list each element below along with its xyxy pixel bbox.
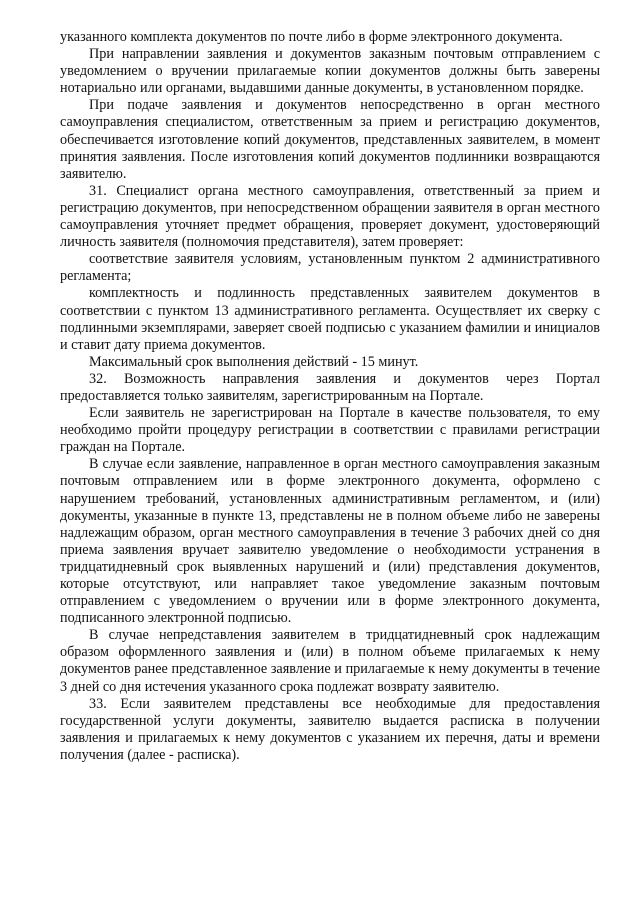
paragraph-item-31: 31. Специалист органа местного самоуправления, ответственный за прием и регистрацию документов, при непосредственном обращении заявителя в орган местного самоуправления уточняет предмет обращения, проверяет документ, удостоверяющий личность заявителя (полномочия представителя), затем проверяет: xyxy=(60,182,600,251)
paragraph: В случае непредставления заявителем в тридцатидневный срок надлежащим образом оформленного заявления и (или) в полном объеме прилагаемых к нему документов ранее представленное заявление и прилагаемые к нему документы в течение 3 дней со дня истечения указанного срока подлежат возврату заявителю. xyxy=(60,627,600,695)
paragraph: комплектность и подлинность представленных заявителем документов в соответствии с пунктом 13 административного регламента. Осуществляет их сверку с подлинными экземплярами, заверяет своей подписью с указанием фамилии и инициалов и ставит дату приема документов. xyxy=(60,285,600,353)
paragraph-item-32: 32. Возможность направления заявления и документов через Портал предоставляется только заявителям, зарегистрированным на Портале. xyxy=(60,370,600,404)
paragraph: Если заявитель не зарегистрирован на Портале в качестве пользователя, то ему необходимо пройти процедуру регистрации в соответствии с правилами регистрации граждан на Портале. xyxy=(60,405,600,456)
paragraph: Максимальный срок выполнения действий - 15 минут. xyxy=(89,353,419,370)
paragraph: соответствие заявителя условиям, установленным пунктом 2 административного регламента; xyxy=(60,251,600,285)
paragraph: При направлении заявления и документов заказным почтовым отправлением с уведомлением о вручении прилагаемые копии документов должны быть заверены нотариально или органами, выдавшими данные документы, в установленном порядке. xyxy=(60,46,600,97)
paragraph: В случае если заявление, направленное в орган местного самоуправления заказным почтовым отправлением или в форме электронного документа, оформлено с нарушением требований, установленных административным регламентом, и (или) документы, указанные в пункте 13, представлены не в полном объеме либо не заверены надлежащим образом, орган местного самоуправления в течение 3 рабочих дней со дня приема заявления вручает заявителю уведомление о необходимости устранения в тридцатидневный срок выявленных нарушений и (или) представления документов, которые отсутствуют, или направляет такое уведомление заказным почтовым отправлением с уведомлением о вручении или в форме электронного документа, подписанного электронной подписью. xyxy=(60,456,600,627)
paragraph: указанного комплекта документов по почте либо в форме электронного документа. xyxy=(60,29,563,45)
paragraph-item-33: 33. Если заявителем представлены все необходимые для предоставления государственной услуги документы, заявителю выдается расписка в получении заявления и прилагаемых к нему документов с указанием их перечня, даты и времени получения (далее - расписка). xyxy=(60,695,600,763)
paragraph: При подаче заявления и документов непосредственно в орган местного самоуправления специалистом, ответственным за прием и регистрацию документов, обеспечивается изготовление копий документов, представленных заявителем, в момент принятия заявления. После изготовления копий документов подлинники возвращаются заявителю. xyxy=(60,97,600,182)
